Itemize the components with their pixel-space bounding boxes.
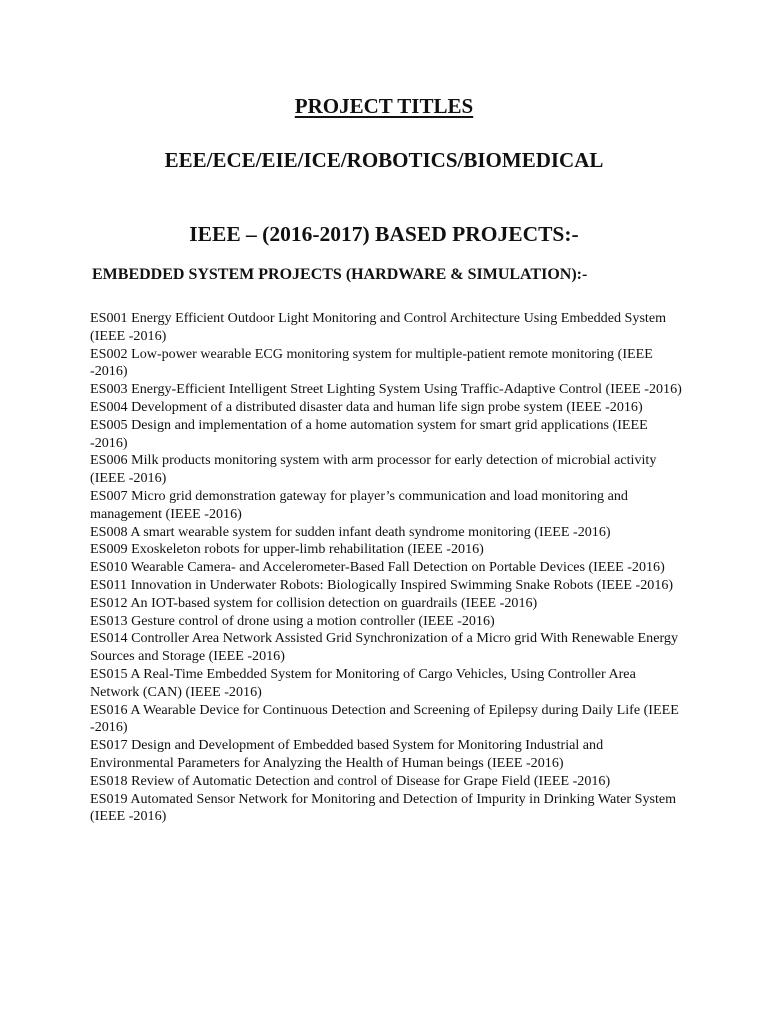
list-item: ES008 A smart wearable system for sudden infant death syndrome monitoring (IEEE -2016): [90, 523, 611, 540]
list-item: ES010 Wearable Camera- and Accelerometer-Based Fall Detection on Portable Devices (IEEE -2016): [90, 559, 665, 576]
list-item: ES017 Design and Development of Embedded based System for Monitoring Industrial and Environmental Parameters for Analyzing the Health of Human beings (IEEE -2016): [90, 737, 604, 771]
list-item: ES015 A Real-Time Embedded System for Monitoring of Cargo Vehicles, Using Controller Area Network (CAN) (IEEE -2016): [90, 665, 636, 700]
list-item: ES002 Low-power wearable ECG monitoring system for multiple-patient remote monitoring (IEEE -2016): [90, 345, 653, 380]
list-item: ES016 A Wearable Device for Continuous Detection and Screening of Epilepsy during Daily Life (IEEE -2016): [90, 701, 679, 736]
list-item: ES011 Innovation in Underwater Robots: Biologically Inspired Swimming Snake Robots (IEEE -2016): [90, 576, 674, 593]
list-item: ES006 Milk products monitoring system with arm processor for early detection of microbial activity (IEEE -2016): [90, 452, 657, 487]
list-item: ES009 Exoskeleton robots for upper-limb rehabilitation (IEEE -2016): [90, 541, 484, 558]
projects-subtitle: IEEE – (2016-2017) BASED PROJECTS:-: [189, 222, 579, 246]
project-list: [90, 310, 688, 826]
list-item: ES001 Energy Efficient Outdoor Light Monitoring and Control Architecture Using Embedded System (IEEE -2016): [90, 310, 667, 344]
departments-heading: EEE/ECE/EIE/ICE/ROBOTICS/BIOMEDICAL: [164, 148, 604, 172]
section-heading: EMBEDDED SYSTEM PROJECTS (HARDWARE & SIMULATION):-: [92, 266, 588, 283]
page-title: [0, 94, 768, 119]
list-item: ES019 Automated Sensor Network for Monitoring and Detection of Impurity in Drinking Water System (IEEE -2016): [90, 790, 677, 825]
list-item: ES018 Review of Automatic Detection and control of Disease for Grape Field (IEEE -2016): [90, 772, 611, 789]
list-item: ES005 Design and implementation of a home automation system for smart grid applications (IEEE -2016): [90, 416, 648, 451]
list-item: ES014 Controller Area Network Assisted Grid Synchronization of a Micro grid With Renewable Energy Sources and Storage (IEEE -2016): [90, 630, 678, 665]
page-title-text: PROJECT TITLES: [294, 94, 474, 118]
list-item: ES007 Micro grid demonstration gateway for player’s communication and load monitoring and management (IEEE -2016): [90, 487, 628, 522]
list-item: ES003 Energy-Efficient Intelligent Street Lighting System Using Traffic-Adaptive Control (IEEE -2016): [90, 381, 682, 398]
list-item: ES013 Gesture control of drone using a motion controller (IEEE -2016): [90, 612, 495, 629]
list-item: ES004 Development of a distributed disaster data and human life sign probe system (IEEE -2016): [90, 398, 643, 415]
list-item: ES012 An IOT-based system for collision detection on guardrails (IEEE -2016): [90, 594, 538, 611]
